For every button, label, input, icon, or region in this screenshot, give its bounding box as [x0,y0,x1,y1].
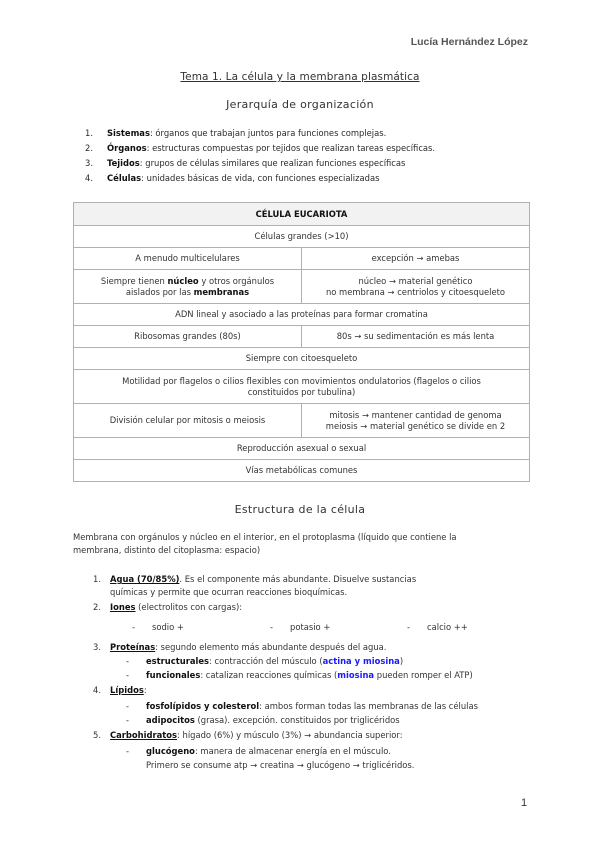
table-row [74,438,530,460]
table-row [74,270,530,304]
term: Iones [110,602,136,612]
page-number: 1 [521,797,528,809]
term: Agua (70/85%) [110,574,180,584]
table-header-row [74,203,530,226]
hierarchy-list [85,126,435,186]
table-cell: Motilidad por flagelos o cilios flexibles con movimientos ondulatorios (flagelos o cilios constituidos por tubulina) [74,370,530,404]
section-heading-estructura: Estructura de la célula [234,503,366,516]
table-cell: A menudo multicelulares [74,248,302,270]
table-cell: excepción → amebas [302,248,530,270]
table-row [74,404,530,438]
document-title: Tema 1. La célula y la membrana plasmática [180,71,420,83]
list-item: 2. Órganos: estructuras compuestas por tejidos que realizan tareas específicas. [85,143,436,153]
table-cell: Siempre con citoesqueleto [74,348,530,370]
table-cell: núcleo → material genético no membrana → centriolos y citoesqueleto [302,270,530,304]
list-item: 4. Células: unidades básicas de vida, con funciones especializadas [85,173,380,183]
term: Células [107,173,142,183]
table-cell: mitosis → mantener cantidad de genoma meiosis → material genético se divide en 2 [302,404,530,438]
list-item: 3. Tejidos: grupos de células similares que realizan funciones específicas [85,158,406,168]
table-row [74,248,530,270]
term: Proteínas [110,642,156,652]
author-name: Lucía Hernández López [410,36,528,48]
table-row [74,226,530,248]
highlight: actina y miosina [322,656,400,666]
table-row [74,348,530,370]
term: Tejidos [107,158,140,168]
table-row [74,460,530,482]
list-item: 1. Sistemas: órganos que trabajan juntos para funciones complejas. [85,128,387,138]
table-cell: División celular por mitosis o meiosis [74,404,302,438]
table-cell: Vías metabólicas comunes [74,460,530,482]
document-page: Lucía Hernández López Tema 1. La célula y la membrana plasmática Jerarquía de organización 1. Sistemas: órganos que trabajan juntos para funciones complejas. 2. Órganos: estructuras compuestas por tejidos que realizan tareas específicas. 3. Tejidos: grupos de células similares que realizan funciones específicas 4. Células: unidades básicas de vida, con funciones especializadas CÉLULA EUCARIOTA Células grandes (>10) A menudo multicelulares excepción → amebas Siempre tienen núcleo y otros orgánulos aislados por las membranas núcleo → material genético no membrana → centriolos y citoesqueleto ADN lineal y asociado a las proteínas para formar cromatina Ribosomas grandes (80s) 80s → su sedimentación es más lenta Siempre con citoesqueleto Motilidad por flagelos o cilios flexibles con movimientos ondulatorios (flagelos o cilios constituidos por tubulina) División celular por mitosis o meiosis mitosis → mantener cantidad de genoma meiosis → material genético se divide en 2 Reproducción asexual o sexual Vías metabólicas comunes Estructura de la célula Membrana con orgánulos y núcleo en el interior, en el protoplasma (líquido que contiene la membrana, distinto del citoplasma: espacio) 1. Agua (70/85%). Es el componente más abundante. Disuelve sustancias químicas y permite que ocurran reacciones bioquímicas. 2. Iones (electrolitos con cargas): - sodio + - potasio + - calcio ++ 3. Proteínas: segundo elemento más abundante después del agua. - estructurales: contracción del músculo (actina y miosina) - funcionales: catalizan reacciones químicas (miosina pueden romper el ATP) 4. Lípidos: - fosfolípidos y colesterol: ambos forman todas las membranas de las células - adipocitos (grasa). excepción. constituidos por triglicéridos 5. Carbohidratos: hígado (6%) y músculo (3%) → abundancia superior: - glucógeno: manera de almacenar energía en el músculo. Primero se consume atp → creatina → glucógeno → triglicéridos. 1 [0,0,600,848]
table-row [74,370,530,404]
table-cell: 80s → su sedimentación es más lenta [302,326,530,348]
term: Carbohidratos [110,730,178,740]
table-cell: Siempre tienen núcleo y otros orgánulos aislados por las membranas [74,270,302,304]
eukaryotic-cell-table [73,202,530,482]
table-cell: Reproducción asexual o sexual [74,438,530,460]
table-cell: Ribosomas grandes (80s) [74,326,302,348]
term: Órganos [107,143,147,153]
table-header-cell: CÉLULA EUCARIOTA [74,203,530,226]
table-row [74,304,530,326]
table-row [74,326,530,348]
highlight: miosina [337,670,375,680]
table-cell: Células grandes (>10) [74,226,530,248]
table-cell: ADN lineal y asociado a las proteínas para formar cromatina [74,304,530,326]
section-heading-jerarquia: Jerarquía de organización [226,98,374,111]
term: Sistemas [107,128,150,138]
term: Lípidos [110,685,144,695]
intro-paragraph: Membrana con orgánulos y núcleo en el interior, en el protoplasma (líquido que contiene la membrana, distinto del citoplasma: espacio) [73,532,457,555]
